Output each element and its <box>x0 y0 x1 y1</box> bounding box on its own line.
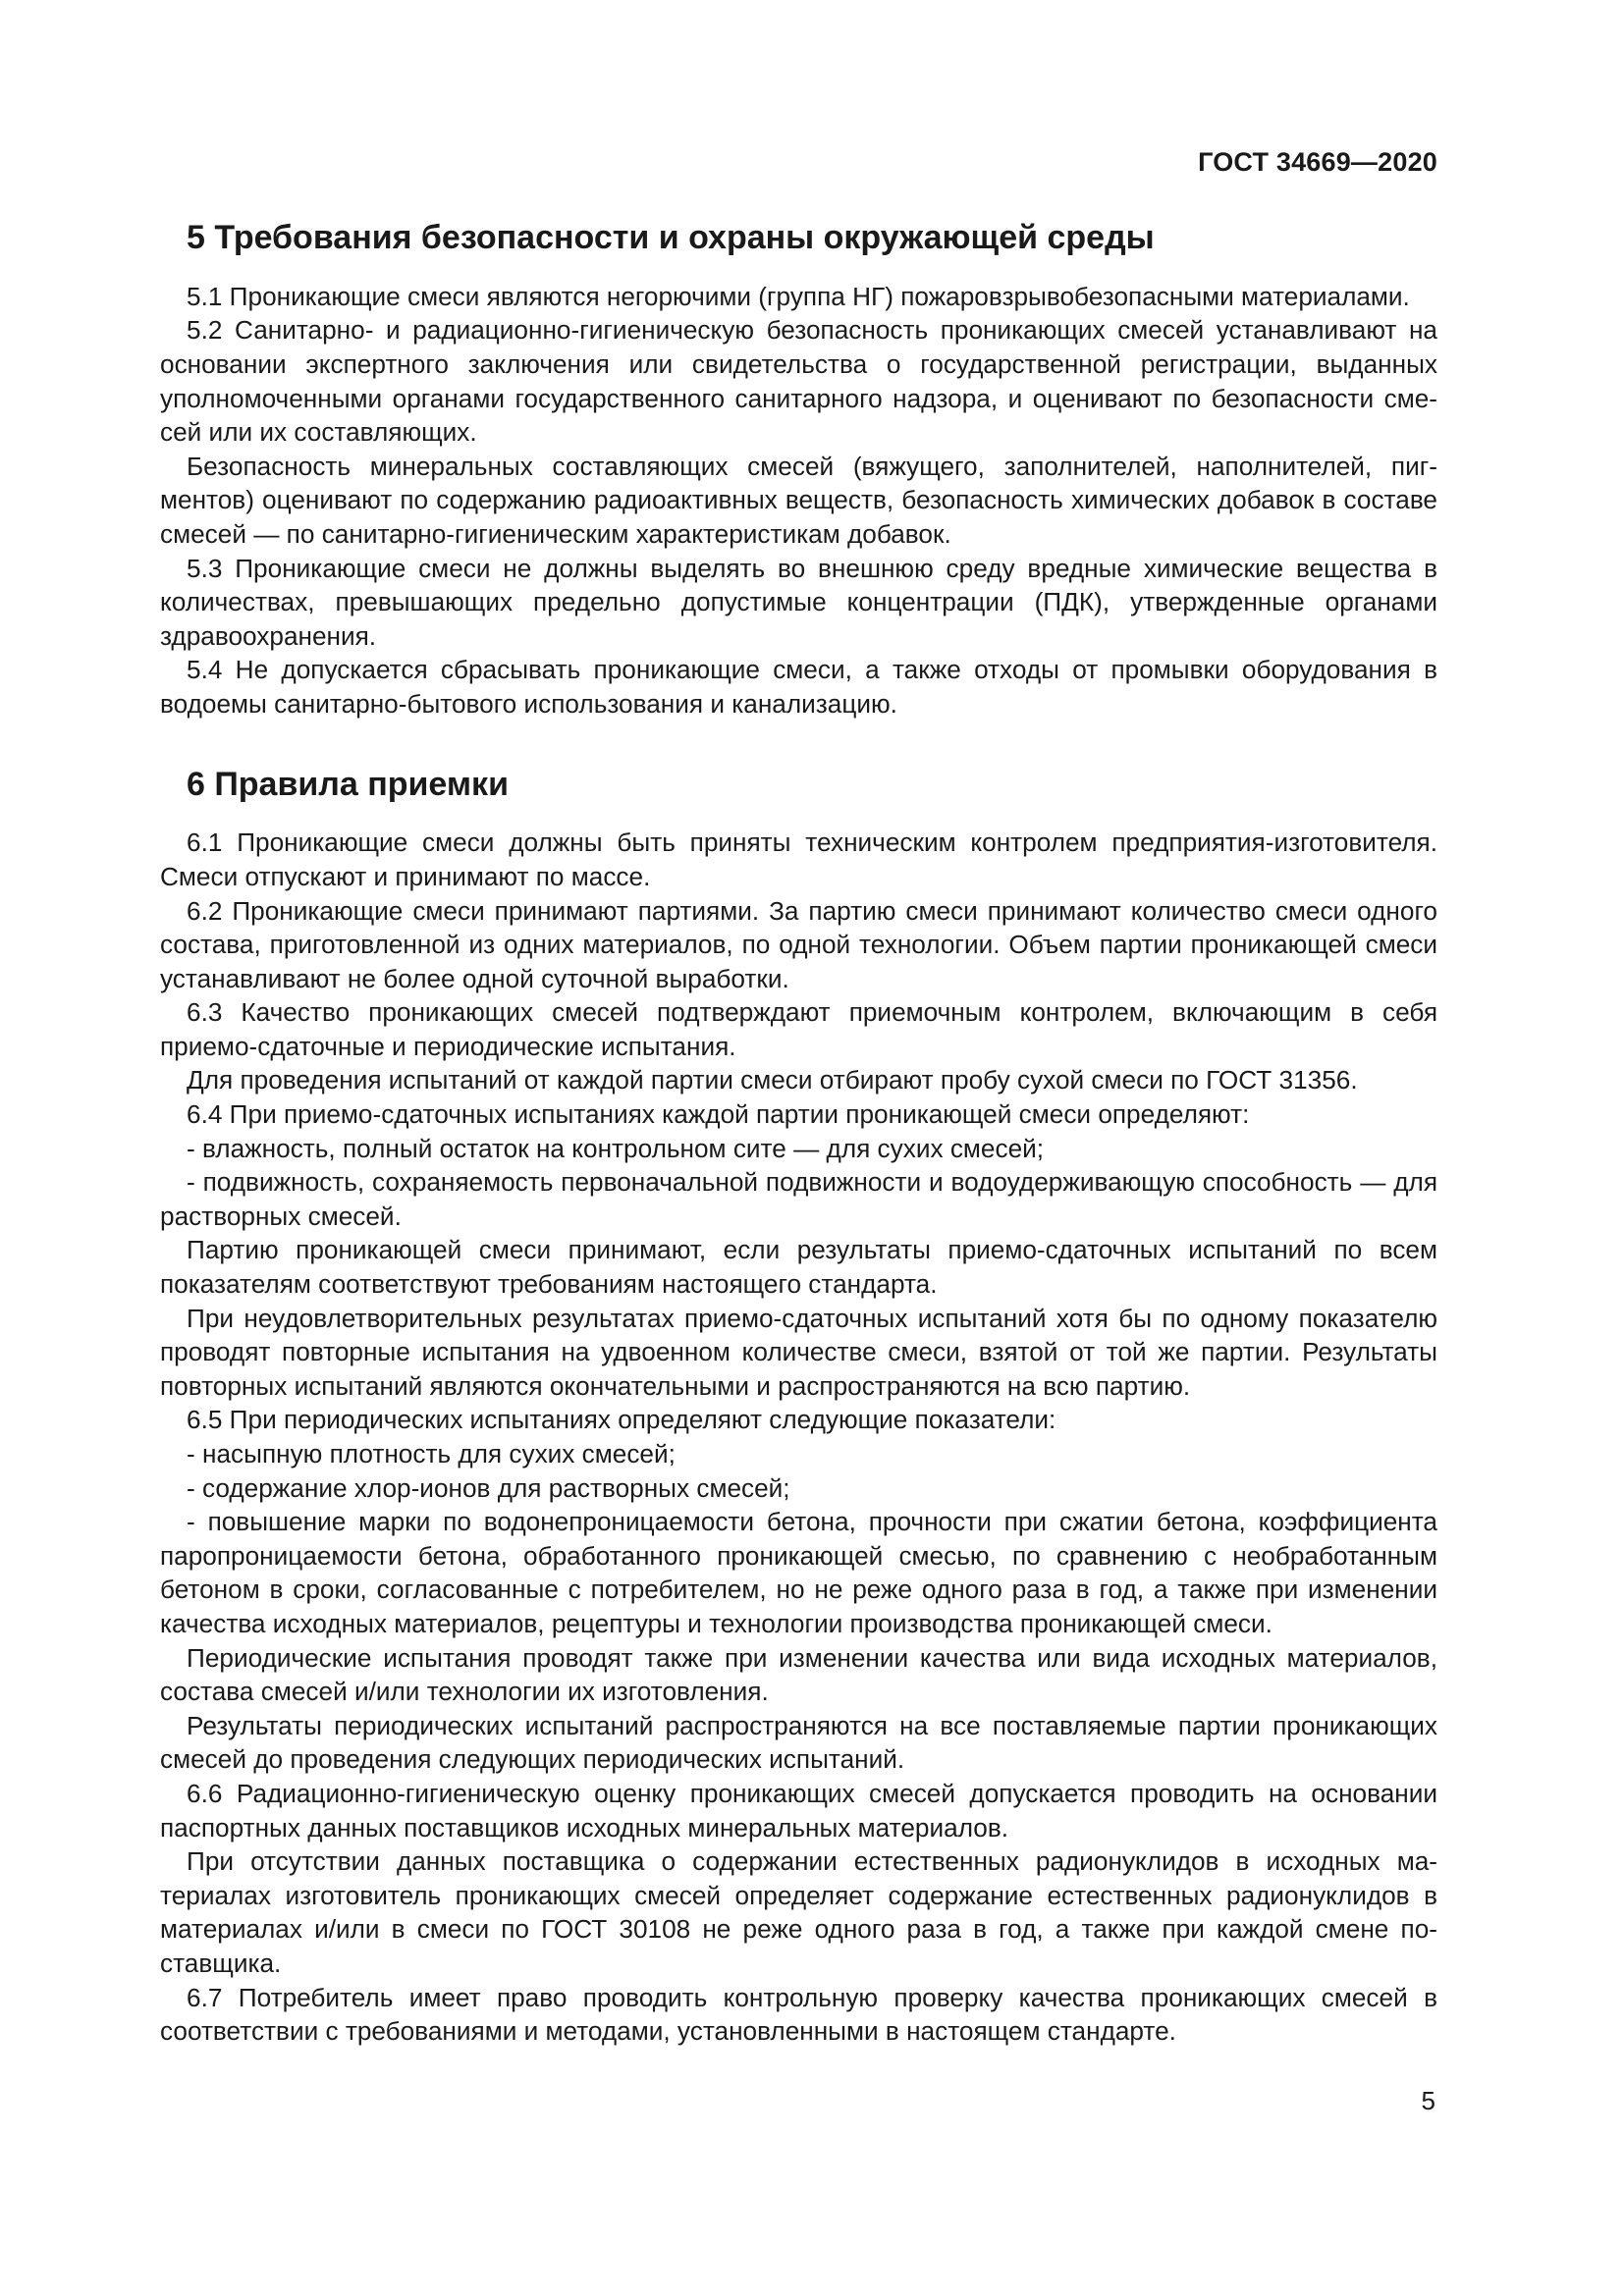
list-item: - влажность, полный остаток на контрольном сите — для сухих смесей; <box>187 1133 1045 1163</box>
paragraph: 6.1 Проникающие смеси должны быть приняты техническим контролем предприятия-изготовителя. Смеси отпускают и принимают по массе. <box>160 828 1437 891</box>
list-item: - подвижность, сохраняемость первоначальной подвижности и водоудерживающую способность — для растворных смесей. <box>160 1167 1437 1231</box>
paragraph: Для проведения испытаний от каждой партии смеси отбирают пробу сухой смеси по ГОСТ 31356. <box>187 1065 1358 1095</box>
paragraph: 6.2 Проникающие смеси принимают партиями. За партию смеси принимают количество смеси одного состава, приготовленной из одних материалов, по одной технологии. Объем партии проникающей смеси устанавливают не более одной суточной выработки. <box>160 895 1437 993</box>
paragraph: 6.5 При периодических испытаниях определяют следующие показатели: <box>187 1405 1056 1435</box>
page-number: 5 <box>1421 2086 1435 2115</box>
paragraph: 6.4 При приемо-сдаточных испытаниях каждой партии проникающей смеси определяют: <box>187 1099 1250 1130</box>
section-5-body <box>160 280 1437 721</box>
paragraph: Партию проникающей смеси принимают, если результаты приемо-сдаточных испытаний по всем показателям соответствуют требованиям настоящего стандарта. <box>160 1235 1437 1300</box>
paragraph: Результаты периодических испытаний распространяются на все поставляемые партии проникающих смесей до проведения следующих периодических испытаний. <box>160 1710 1437 1775</box>
list-item: - насыпную плотность для сухих смесей; <box>187 1439 676 1468</box>
paragraph: Периодические испытания проводят также при изменении качества или вида исходных материалов, состава смесей и/или технологии их изготовления. <box>160 1642 1437 1707</box>
section-6-body <box>160 826 1437 2048</box>
list-item: - повышение марки по водонепроницаемости бетона, прочности при сжатии бетона, коэффициента паропроницаемости бетона, обработанного проникающей смесью, по сравнению с необработанным бетоном в сроки, согласованные с потребителем, но не реже одного раза в год, а также при изменении качества исходных материалов, рецептуры и технологии производства проникающей смеси. <box>160 1507 1437 1638</box>
paragraph: При отсутствии данных поставщика о содержании естественных радионуклидов в исходных материалах изготовитель проникающих смесей определяет содержание естественных радионуклидов в материалах и/или в смеси по ГОСТ 30108 не реже одного раза в год, а также при каждой смене поставщика. <box>160 1846 1437 1978</box>
paragraph: При неудовлетворительных результатах приемо-сдаточных испытаний хотя бы по одному показателю проводят повторные испытания на удвоенном количестве смеси, взятой от той же партии. Результаты повторных испытаний являются окончательными и распространяются на всю партию. <box>160 1303 1437 1401</box>
paragraph: 5.4 Не допускается сбрасывать проникающие смеси, а также отходы от промывки оборудования в водоемы санитарно-бытового использования и канализацию. <box>160 655 1437 719</box>
paragraph: 6.6 Радиационно-гигиеническую оценку проникающих смесей допускается проводить на основании паспортных данных поставщиков исходных минеральных материалов. <box>160 1778 1437 1842</box>
section-5-title: 5 Требования безопасности и охраны окружающей среды <box>187 219 1155 256</box>
paragraph: 6.3 Качество проникающих смесей подтверждают приемочным контролем, включающим в себя приемо-сдаточные и периодические испытания. <box>160 997 1437 1061</box>
list-item: - содержание хлор-ионов для растворных смесей; <box>187 1472 790 1503</box>
paragraph: 5.2 Санитарно- и радиационно-гигиеническую безопасность проникающих смесей устанавливают на основании экспертного заключения или свидетельства о государственной регистрации, выданных уполномоченными органами государственного санитарного надзора, и оценивают по безопасности смесей или их составляющих. <box>160 315 1437 448</box>
paragraph: 5.1 Проникающие смеси являются негорючими (группа НГ) пожаровзрывобезопасными материалами. <box>187 281 1410 311</box>
document-body <box>160 218 1437 2049</box>
paragraph: 6.7 Потребитель имеет право проводить контрольную проверку качества проникающих смесей в соответствии с требованиями и методами, установленными в настоящем стандарте. <box>160 1982 1437 2047</box>
paragraph: Безопасность минеральных составляющих смесей (вяжущего, заполнителей, наполнителей, пигментов) оценивают по содержанию радиоактивных веществ, безопасность химических добавок в составе смесей — по санитарно-гигиеническим характеристикам добавок. <box>160 451 1437 549</box>
section-6-title: 6 Правила приемки <box>187 765 509 803</box>
document-code: ГОСТ 34669—2020 <box>1198 147 1437 177</box>
paragraph: 5.3 Проникающие смеси не должны выделять во внешнюю среду вредные химические вещества в количествах, превышающих предельно допустимые концентрации (ПДК), утвержденные органами здравоохранения. <box>160 553 1437 651</box>
